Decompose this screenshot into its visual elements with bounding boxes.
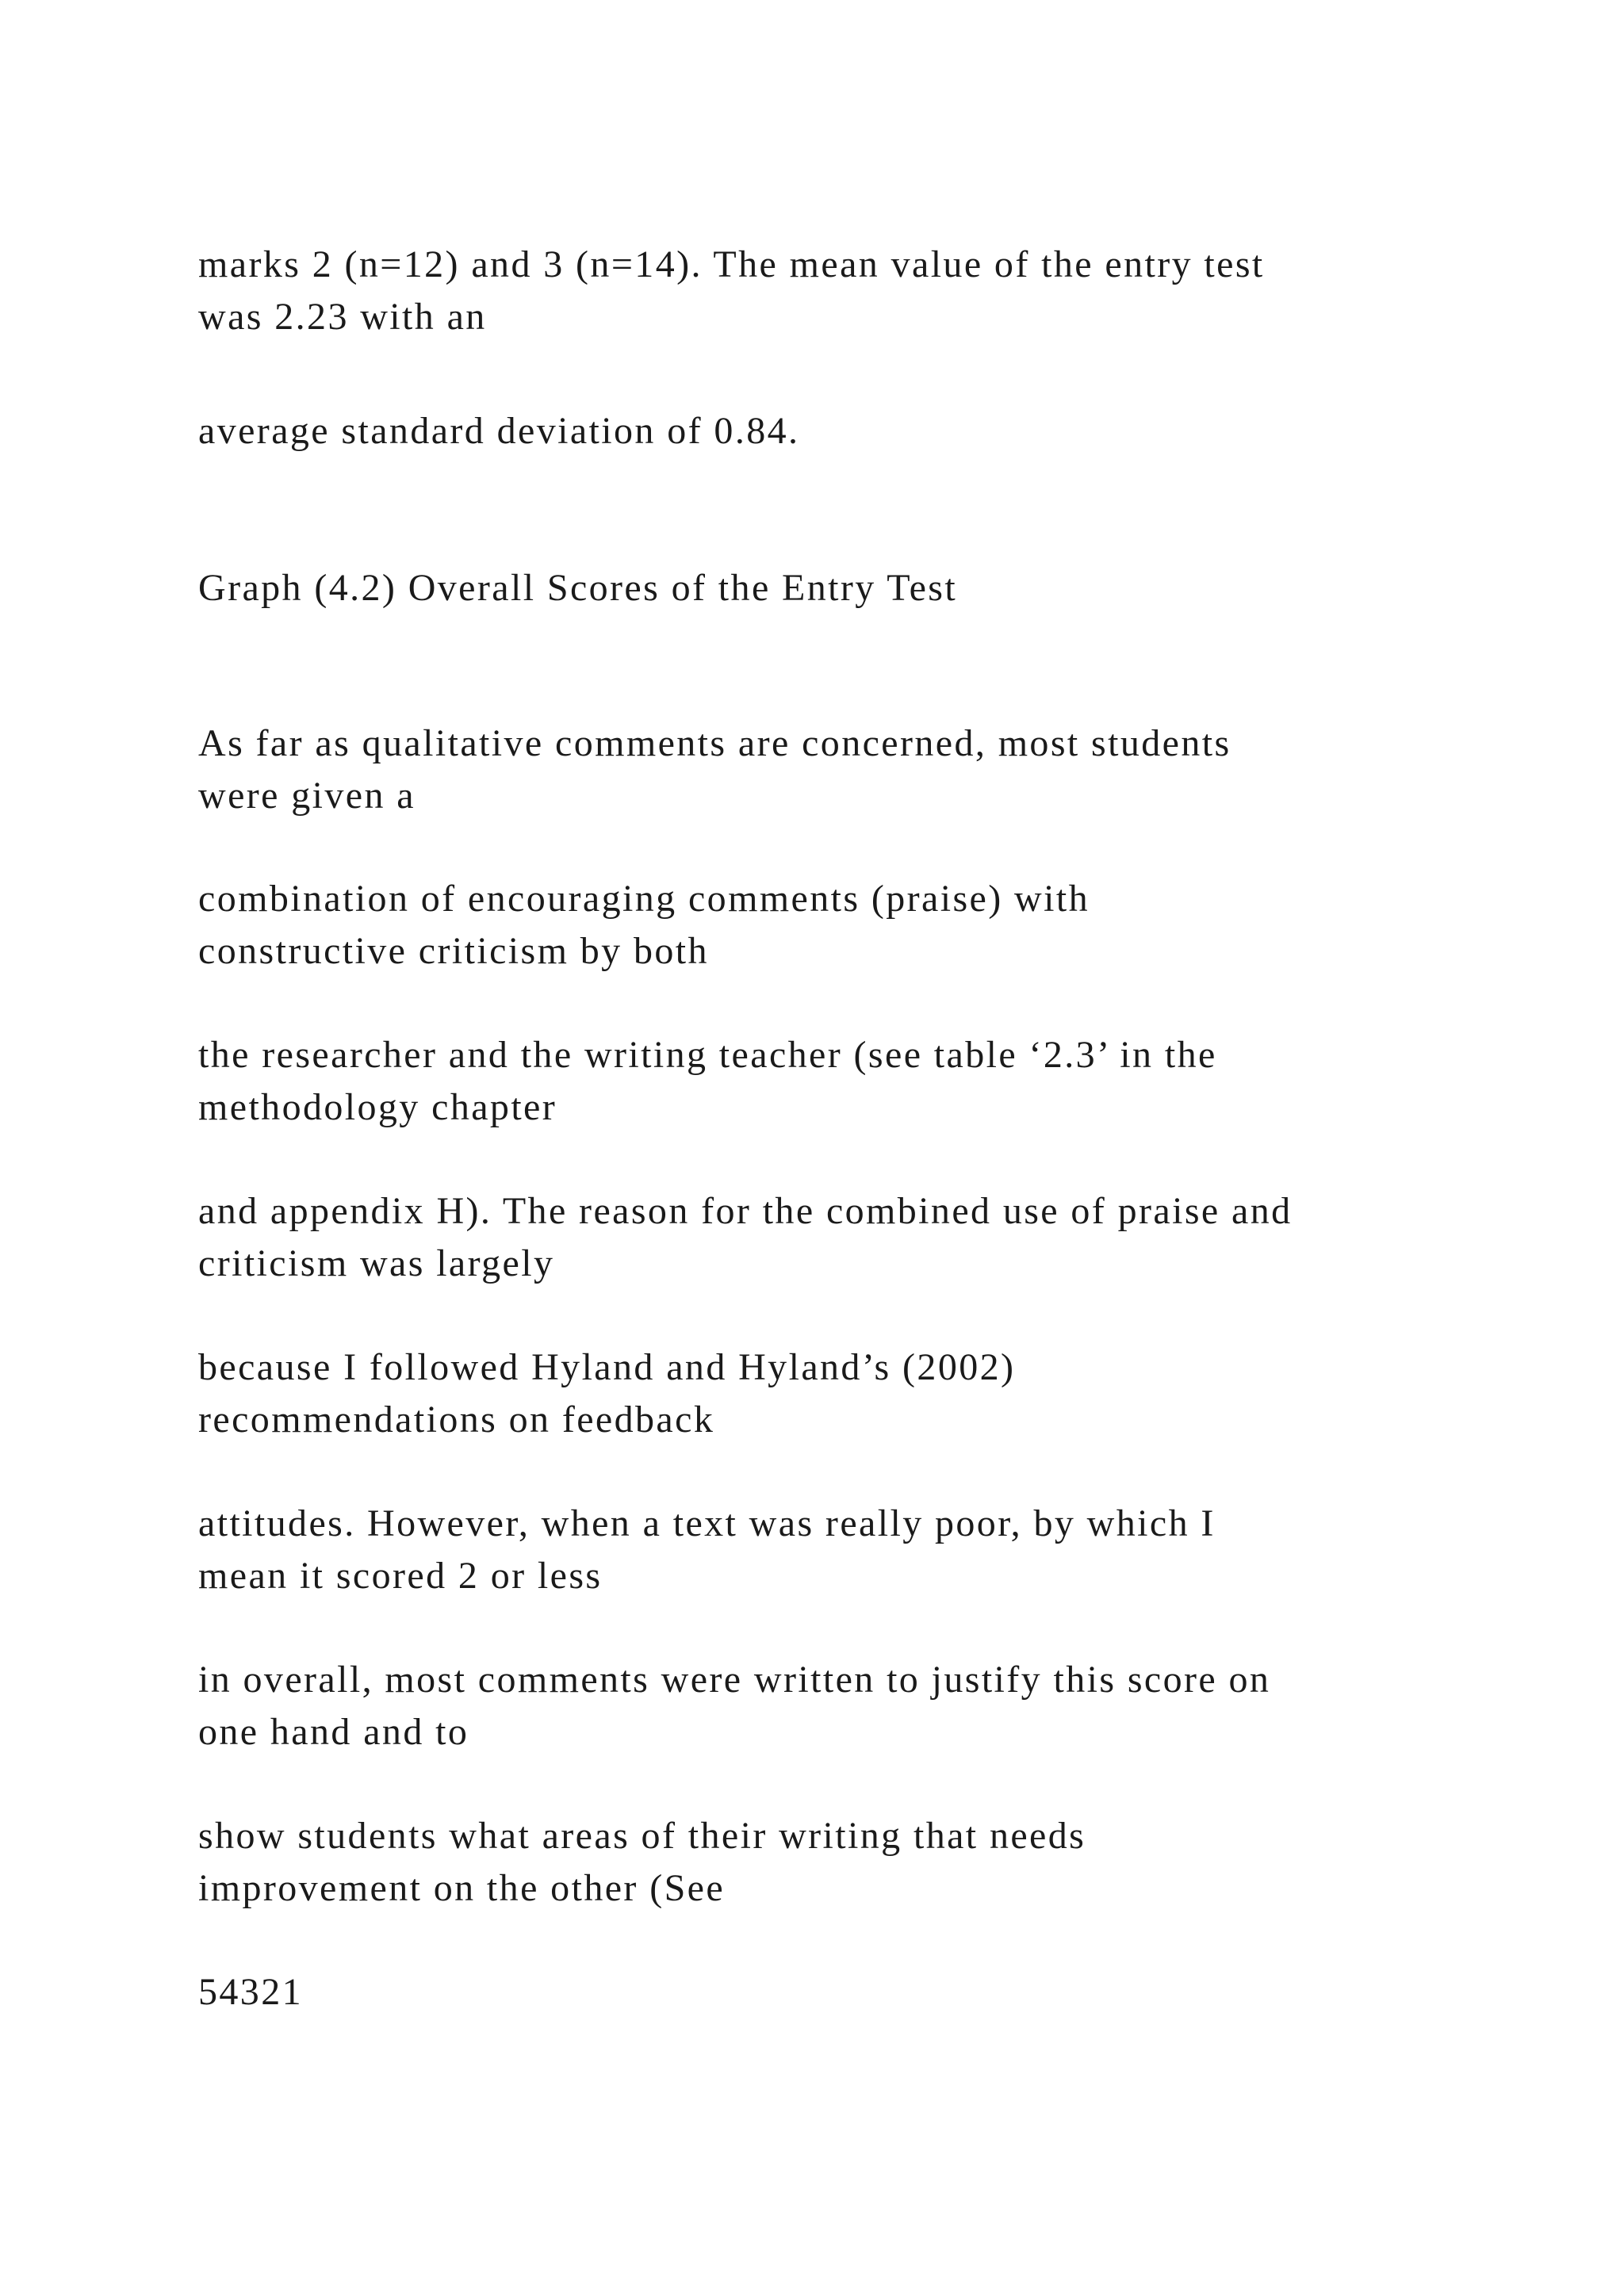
text-line: recommendations on feedback	[198, 1399, 715, 1441]
text-line: criticism was largely	[198, 1242, 555, 1284]
text-line: the researcher and the writing teacher (see table ‘2.3’ in the	[198, 1034, 1217, 1076]
text-line: one hand and to	[198, 1711, 469, 1753]
text-line: because I followed Hyland and Hyland’s (2002)	[198, 1346, 1016, 1388]
text-line: 54321	[198, 1971, 303, 2013]
text-line: were given a	[198, 775, 416, 817]
text-line: show students what areas of their writing that needs	[198, 1815, 1086, 1857]
text-line: attitudes. However, when a text was really poor, by which I	[198, 1502, 1216, 1544]
text-line: mean it scored 2 or less	[198, 1555, 603, 1597]
text-line: improvement on the other (See	[198, 1867, 726, 1909]
text-line: combination of encouraging comments (praise) with	[198, 878, 1090, 920]
text-line: in overall, most comments were written to justify this score on	[198, 1659, 1271, 1701]
text-line: As far as qualitative comments are concerned, most students	[198, 722, 1231, 764]
text-line: average standard deviation of 0.84.	[198, 410, 800, 452]
text-line: methodology chapter	[198, 1086, 557, 1128]
figure-caption: Graph (4.2) Overall Scores of the Entry Test	[198, 567, 958, 609]
text-line: marks 2 (n=12) and 3 (n=14). The mean value of the entry test	[198, 243, 1265, 285]
text-line: constructive criticism by both	[198, 930, 709, 972]
text-line: was 2.23 with an	[198, 296, 487, 338]
text-line: and appendix H). The reason for the combined use of praise and	[198, 1190, 1293, 1232]
